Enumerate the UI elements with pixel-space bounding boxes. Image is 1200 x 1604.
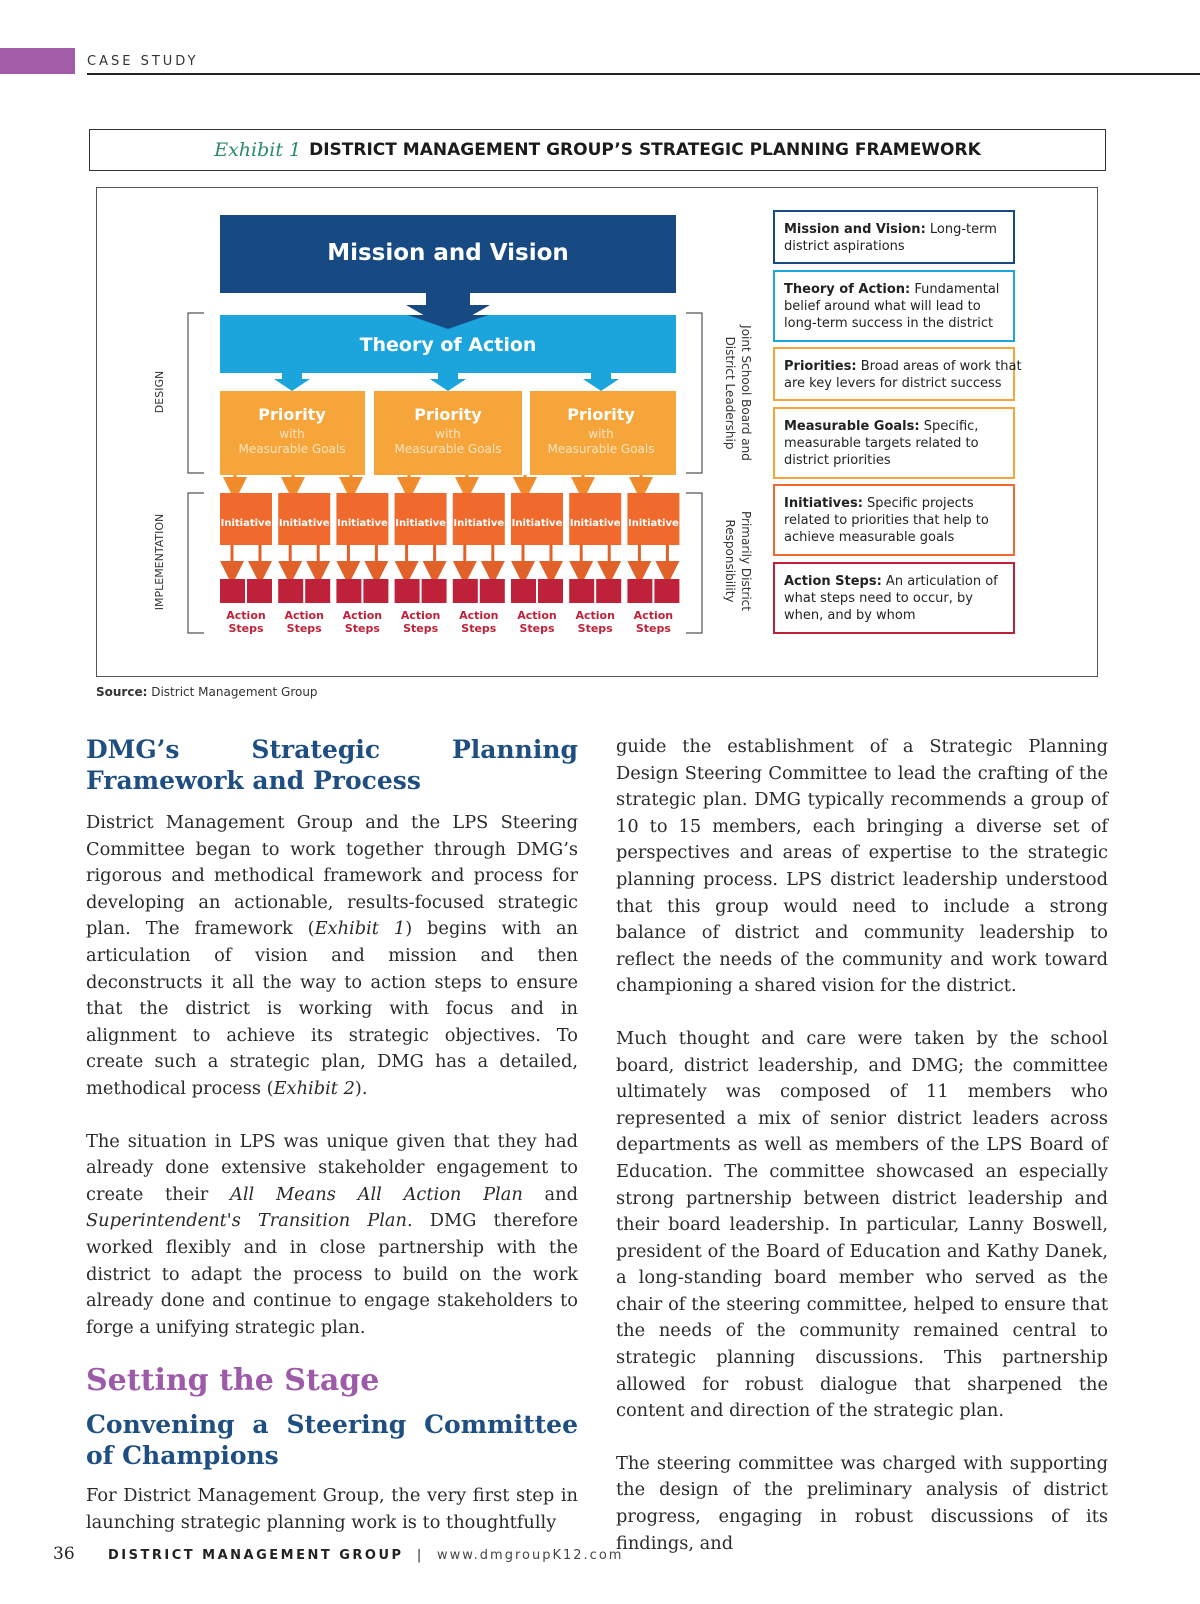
legend — [774, 211, 1022, 633]
action-steps-box — [336, 579, 388, 635]
svg-text:Steps: Steps — [286, 622, 322, 635]
exhibit-title: DISTRICT MANAGEMENT GROUP’S STRATEGIC PLANNING FRAMEWORK — [309, 140, 981, 160]
exhibit-source: Source: District Management Group — [96, 685, 318, 699]
initiative-box — [511, 493, 563, 545]
svg-text:are key levers for district su: are key levers for district success — [784, 376, 1002, 391]
svg-text:Action: Action — [342, 609, 383, 622]
section-label: CASE STUDY — [87, 54, 199, 69]
committee-paragraph: guide the establishment of a Strategic Planning Design Steering Committee to lead the crafting of the strategic plan. DMG typically recommends a group of 10 to 15 members, each bringing a diverse set of perspectives and areas of expertise to the strategic planning process. LPS district leadership understood that this group would need to include a strong balance of district and community leadership to reflect the needs of the community and work toward championing a shared vision for the district. — [616, 736, 1108, 997]
svg-text:Steps: Steps — [577, 622, 613, 635]
right-bracket-top — [686, 313, 702, 473]
legend-item — [774, 348, 1022, 400]
legend-item — [774, 211, 1014, 263]
right-bracket-bottom — [686, 493, 702, 633]
initiative-box — [627, 493, 679, 545]
svg-text:Measurable Goals: Measurable Goals — [547, 442, 655, 456]
action-steps-box — [220, 579, 272, 635]
svg-text:Initiative: Initiative — [453, 518, 505, 529]
implementation-bracket — [188, 493, 204, 633]
svg-text:Priority: Priority — [258, 405, 326, 424]
initiative-box — [278, 493, 330, 545]
initiative-box — [336, 493, 388, 545]
svg-text:what steps need to occur, by: what steps need to occur, by — [784, 591, 973, 606]
svg-text:Initiative: Initiative — [278, 518, 330, 529]
situation-paragraph: The situation in LPS was unique given that they had already done extensive stakeholder engagement to create their All Means All Action Plan and Superintendent's Transition Plan. DMG therefore worked flexibly and in close partnership with the district to adapt the process to build on the work already done and continue to engage stakeholders to forge a unifying strategic plan. — [86, 1130, 578, 1338]
svg-text:Steps: Steps — [228, 622, 264, 635]
priority-block-1 — [220, 391, 365, 475]
svg-text:Priority: Priority — [414, 405, 482, 424]
action-steps-box — [569, 579, 621, 635]
svg-text:with: with — [435, 427, 461, 441]
svg-text:Steps: Steps — [403, 622, 439, 635]
left-column — [86, 734, 578, 1536]
initiative-row — [220, 493, 679, 545]
svg-text:related to priorities that hel: related to priorities that help to — [784, 513, 989, 528]
legend-item — [774, 563, 1014, 633]
action-steps-box — [278, 579, 330, 635]
legend-item — [774, 271, 1014, 341]
svg-text:Steps: Steps — [344, 622, 380, 635]
svg-text:Action: Action — [400, 609, 441, 622]
svg-text:belief around what will lead t: belief around what will lead to — [784, 299, 981, 314]
svg-text:Steps: Steps — [519, 622, 555, 635]
priority-block-3 — [530, 391, 676, 475]
svg-text:Initiative: Initiative — [628, 518, 679, 529]
svg-text:Steps: Steps — [635, 622, 671, 635]
priority-block-2 — [374, 391, 522, 475]
svg-text:achieve measurable goals: achieve measurable goals — [784, 530, 955, 545]
setting-the-stage-heading: Setting the Stage — [86, 1363, 380, 1399]
svg-text:when, and by whom: when, and by whom — [784, 608, 916, 623]
header-accent-bar — [0, 48, 75, 74]
svg-text:Action: Action — [459, 609, 499, 622]
svg-text:Priority: Priority — [567, 405, 635, 424]
initiative-box — [220, 493, 272, 545]
svg-text:measurable targets related to: measurable targets related to — [784, 436, 979, 451]
action-steps-box — [395, 579, 447, 635]
svg-text:Measurable Goals: Measurable Goals — [238, 442, 346, 456]
svg-text:Measurable Goals: Measurable Goals — [394, 442, 502, 456]
implementation-label: IMPLEMENTATION — [153, 513, 166, 611]
svg-text:Action: Action — [226, 609, 266, 622]
svg-text:Measurable Goals: Specific,: Measurable Goals: Specific, — [784, 419, 979, 434]
svg-text:district priorities: district priorities — [784, 453, 891, 468]
svg-text:with: with — [279, 427, 305, 441]
joint-leadership-label-2: District Leadership — [723, 336, 737, 450]
action-row — [220, 545, 679, 635]
charge-paragraph: The steering committee was charged with supporting the design of the preliminary analysis of district progress, engaging in robust discussions of its findings, and — [616, 1452, 1108, 1554]
theory-label: Theory of Action — [359, 334, 537, 356]
footer: DISTRICT MANAGEMENT GROUP | www.dmgroupK12.com — [108, 1548, 624, 1563]
priority-arrows — [235, 475, 641, 489]
page-number: 36 — [53, 1544, 75, 1564]
exhibit-label: Exhibit 1 — [214, 139, 302, 161]
district-responsibility-label-2: Responsibility — [723, 519, 737, 603]
action-steps-box — [511, 579, 563, 635]
legend-item — [774, 485, 1014, 555]
district-responsibility-label-1: Primarily District — [739, 511, 753, 611]
svg-text:Action: Action — [575, 609, 615, 622]
theory-arrows — [274, 373, 619, 391]
exhibit-title-box — [89, 129, 1106, 171]
svg-text:Initiative: Initiative — [511, 518, 563, 529]
svg-text:with: with — [588, 427, 614, 441]
initiative-box — [395, 493, 447, 545]
svg-text:Action: Action — [284, 609, 324, 622]
steering-committee-heading: Convening a Steering Committee of Champions — [86, 1410, 578, 1471]
svg-text:Initiative: Initiative — [395, 518, 446, 529]
svg-text:Mission and Vision: Long-term: Mission and Vision: Long-term — [784, 222, 997, 237]
svg-text:Initiative: Initiative — [220, 518, 272, 529]
joint-leadership-label-1: Joint School Board and — [739, 325, 753, 461]
initiative-box — [453, 493, 505, 545]
svg-text:Priorities: Broad areas of wor: Priorities: Broad areas of work that — [784, 359, 1022, 374]
svg-text:long-term success in the distr: long-term success in the district — [784, 316, 994, 331]
framework-heading: DMG’s Strategic Planning Framework and Process — [86, 735, 578, 795]
design-label: DESIGN — [153, 370, 166, 414]
svg-text:Initiatives: Specific projects: Initiatives: Specific projects — [784, 496, 974, 511]
svg-text:district aspirations: district aspirations — [784, 239, 905, 254]
action-steps-box — [627, 579, 679, 635]
design-bracket — [188, 313, 204, 473]
svg-text:Action Steps: An articulation: Action Steps: An articulation of — [784, 574, 998, 589]
svg-text:Action: Action — [633, 609, 674, 622]
mission-label: Mission and Vision — [327, 240, 569, 266]
first-step-paragraph: For District Management Group, the very first step in launching strategic planning work is to thoughtfully — [86, 1485, 578, 1533]
framework-paragraph: District Management Group and the LPS Steering Committee began to work together through DMG’s rigorous and methodical framework and process for developing an actionable, results-focused strategic plan. The framework (Exhibit 1) begins with an articulation of vision and mission and then deconstructs it all the way to action steps to ensure that the district is working with focus and in alignment to achieve its strategic objectives. To create such a strategic plan, DMG has a detailed, methodical process (Exhibit 2). — [86, 812, 578, 1099]
svg-text:Theory of Action: Fundamental: Theory of Action: Fundamental — [784, 282, 1000, 297]
right-column — [616, 734, 1108, 1557]
action-steps-box — [453, 579, 505, 635]
svg-text:Action: Action — [517, 609, 557, 622]
composition-paragraph: Much thought and care were taken by the school board, district leadership, and DMG; the committee ultimately was composed of 11 members who represented a mix of senior district leaders across departments as well as members of the LPS Board of Education. The committee showcased an especially strong partnership between district leadership and their board leadership. In particular, Lanny Boswell, president of the Board of Education and Kathy Danek, a long-standing board member who served as the chair of the steering committee, helped to ensure that the needs of the community remained central to strategic planning discussions. This partnership allowed for robust dialogue that sharpened the content and direction of the strategic plan. — [616, 1027, 1108, 1422]
svg-text:Steps: Steps — [461, 622, 497, 635]
framework-diagram — [96, 187, 1098, 677]
header-rule — [87, 73, 1200, 75]
legend-item — [774, 408, 1014, 478]
svg-text:Initiative: Initiative — [337, 518, 388, 529]
initiative-box — [569, 493, 621, 545]
svg-text:Initiative: Initiative — [569, 518, 621, 529]
